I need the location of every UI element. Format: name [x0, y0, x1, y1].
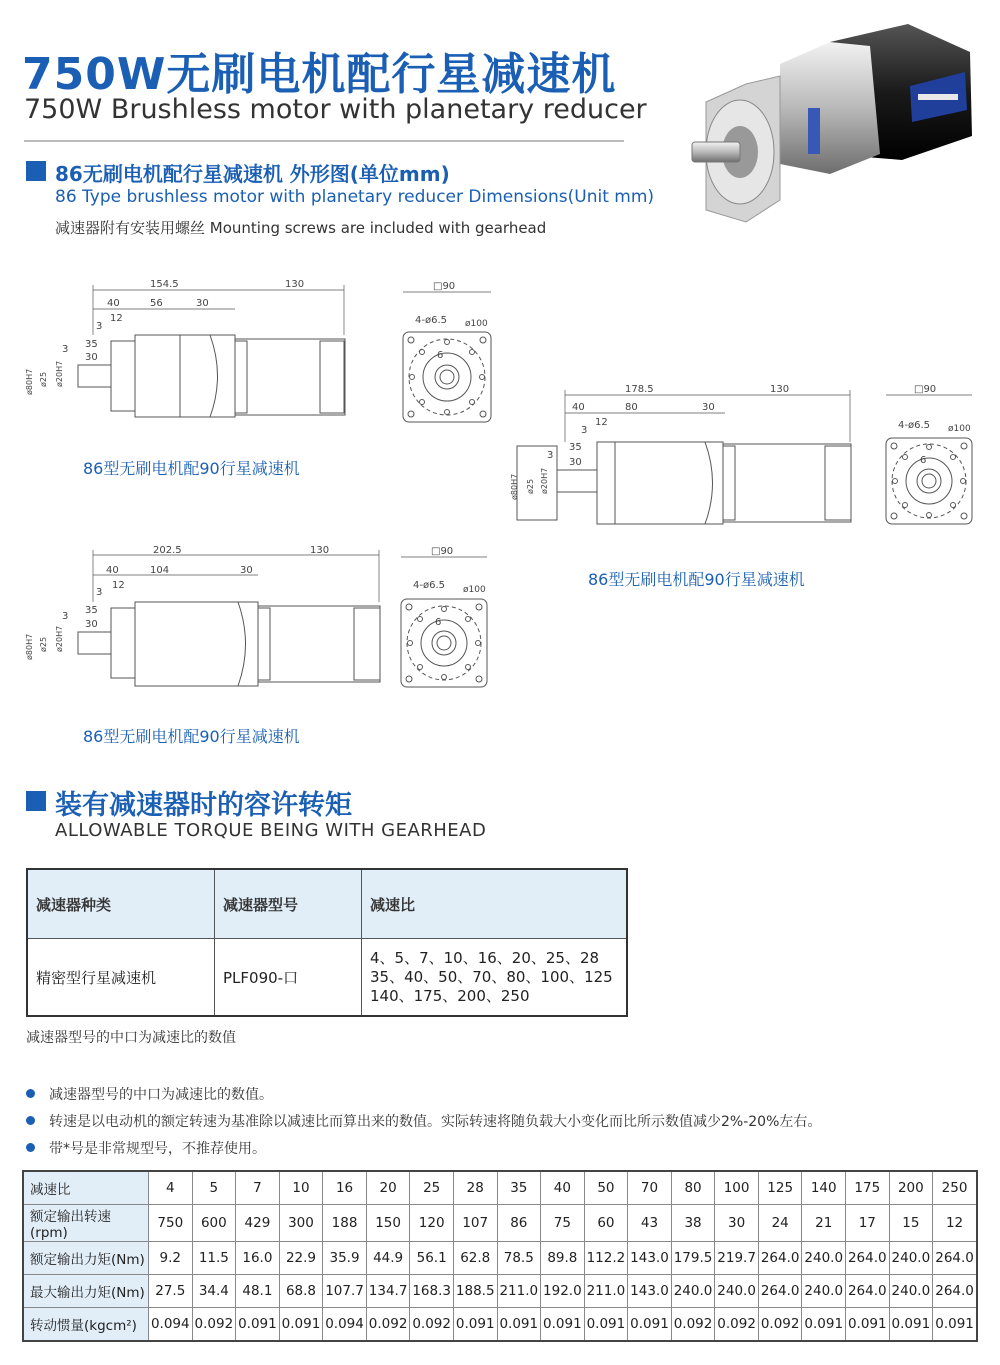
table-cell: 56.1	[410, 1242, 454, 1275]
dim-phi80: ø80H7	[25, 633, 34, 660]
table-cell: 80	[671, 1171, 715, 1205]
dim-12: 12	[110, 313, 123, 324]
table-cell: 62.8	[453, 1242, 497, 1275]
table-cell: 240.0	[802, 1242, 846, 1275]
table-cell: 200	[889, 1171, 933, 1205]
dim-phi25: ø25	[39, 371, 48, 387]
page-title: 750W无刷电机配行星减速机	[22, 49, 617, 100]
table-cell: 35	[497, 1171, 541, 1205]
dim-3a: 3	[96, 587, 103, 598]
dim-40: 40	[106, 565, 119, 576]
table-cell: 211.0	[584, 1275, 628, 1308]
dim-phi25: ø25	[526, 478, 535, 494]
table-cell: 9.2	[149, 1242, 193, 1275]
table-row	[23, 1275, 977, 1308]
list-item	[26, 1134, 821, 1161]
table-cell: 264.0	[933, 1242, 977, 1275]
bullet-dot-icon	[26, 1089, 35, 1098]
dim-3a: 3	[581, 425, 588, 436]
list-item	[26, 1107, 821, 1134]
table-cell: 0.091	[497, 1308, 541, 1342]
dim-30b: 30	[85, 352, 98, 363]
table-cell: 40	[541, 1171, 585, 1205]
bullet-text: 减速器型号的中口为减速比的数值。	[49, 1086, 273, 1103]
table-cell: 264.0	[846, 1275, 890, 1308]
dim-3b: 3	[62, 611, 69, 622]
table-cell: 0.092	[192, 1308, 236, 1342]
table-cell: 4	[149, 1171, 193, 1205]
table-header-row	[27, 869, 627, 939]
dim-30: 30	[702, 402, 715, 413]
table-cell: 60	[584, 1205, 628, 1242]
table-cell: 264.0	[933, 1275, 977, 1308]
table-cell: 264.0	[758, 1275, 802, 1308]
table-cell: 143.0	[628, 1242, 672, 1275]
dim-30: 30	[240, 565, 253, 576]
dim-35: 35	[569, 442, 582, 453]
table-cell: 250	[933, 1171, 977, 1205]
table-cell: 89.8	[541, 1242, 585, 1275]
table-row	[23, 1242, 977, 1275]
table-cell: 16	[323, 1171, 367, 1205]
table-cell: 219.7	[715, 1242, 759, 1275]
front-holes-dim: 4-ø6.5	[415, 315, 447, 326]
table-cell: 0.092	[366, 1308, 410, 1342]
section-marker	[26, 791, 46, 811]
front-pcd-dim: ø100	[948, 424, 971, 434]
front-square-dim: □90	[914, 384, 937, 395]
dim-3b: 3	[62, 344, 69, 355]
table-cell: 17	[846, 1205, 890, 1242]
dim-30b: 30	[85, 619, 98, 630]
drawing-3-side-view	[20, 542, 385, 692]
dim-56: 56	[150, 298, 163, 309]
gear-type-cell: 精密型行星减速机	[27, 939, 215, 1017]
table-cell: 11.5	[192, 1242, 236, 1275]
table-cell: 188	[323, 1205, 367, 1242]
table-cell: 16.0	[236, 1242, 280, 1275]
table-row	[27, 939, 627, 1017]
table-cell: 75	[541, 1205, 585, 1242]
drawing-2-front-view	[880, 383, 985, 533]
dim-40: 40	[107, 298, 120, 309]
table-cell: 179.5	[671, 1242, 715, 1275]
table-cell: 0.091	[541, 1308, 585, 1342]
dim-total: 154.5	[150, 279, 179, 290]
table-cell: 70	[628, 1171, 672, 1205]
table-row	[23, 1205, 977, 1242]
drawing-2-side-view	[505, 382, 855, 527]
dim-12: 12	[112, 580, 125, 591]
header-cell: 减速比	[362, 869, 628, 939]
ratio-cell	[362, 939, 628, 1017]
table-row	[23, 1171, 977, 1205]
drawing-1-caption: 86型无刷电机配90行星减速机	[83, 459, 300, 478]
front-key-dim: 6	[920, 455, 927, 466]
table-cell: 240.0	[802, 1275, 846, 1308]
table-cell: 44.9	[366, 1242, 410, 1275]
front-key-dim: 6	[437, 350, 444, 361]
dim-35: 35	[85, 605, 98, 616]
table-cell: 125	[758, 1171, 802, 1205]
table-cell: 0.091	[933, 1308, 977, 1342]
dim-104: 104	[150, 565, 170, 576]
table-cell: 0.091	[279, 1308, 323, 1342]
table-cell: 188.5	[453, 1275, 497, 1308]
table-cell: 34.4	[192, 1275, 236, 1308]
table-cell: 22.9	[279, 1242, 323, 1275]
dim-phi20: ø20H7	[55, 360, 64, 387]
table-cell: 38	[671, 1205, 715, 1242]
table-cell: 134.7	[366, 1275, 410, 1308]
row-label: 减速比	[23, 1171, 149, 1205]
table-cell: 120	[410, 1205, 454, 1242]
table-cell: 48.1	[236, 1275, 280, 1308]
product-photo	[680, 14, 980, 234]
table-cell: 150	[366, 1205, 410, 1242]
table-cell: 600	[192, 1205, 236, 1242]
dim-motor: 130	[770, 384, 790, 395]
table-cell: 0.094	[323, 1308, 367, 1342]
dim-motor: 130	[285, 279, 305, 290]
table-cell: 24	[758, 1205, 802, 1242]
drawing-3-front-view	[395, 545, 495, 695]
dim-80: 80	[625, 402, 638, 413]
table-cell: 107.7	[323, 1275, 367, 1308]
front-holes-dim: 4-ø6.5	[898, 420, 930, 431]
section1-title: 86无刷电机配行星减速机 外形图(单位mm)	[55, 162, 450, 186]
table-cell: 429	[236, 1205, 280, 1242]
table-cell: 10	[279, 1171, 323, 1205]
table-note: 减速器型号的中口为减速比的数值	[26, 1030, 236, 1046]
dim-phi80: ø80H7	[25, 368, 34, 395]
dim-35: 35	[85, 339, 98, 350]
table-cell: 240.0	[715, 1275, 759, 1308]
front-holes-dim: 4-ø6.5	[413, 580, 445, 591]
table-cell: 7	[236, 1171, 280, 1205]
dim-30: 30	[196, 298, 209, 309]
table-cell: 240.0	[889, 1275, 933, 1308]
table-cell: 43	[628, 1205, 672, 1242]
dim-phi20: ø20H7	[540, 467, 549, 494]
header-cell: 减速器种类	[27, 869, 215, 939]
bullet-text: 转速是以电动机的额定转速为基准除以减速比而算出来的数值。实际转速将随负载大小变化而比所示数值减少2%-20%左右。	[49, 1113, 822, 1130]
table-cell: 5	[192, 1171, 236, 1205]
table-cell: 107	[453, 1205, 497, 1242]
bullet-dot-icon	[26, 1143, 35, 1152]
table-row	[23, 1308, 977, 1342]
title-underline	[24, 140, 624, 142]
section2-subtitle: ALLOWABLE TORQUE BEING WITH GEARHEAD	[55, 820, 487, 841]
front-pcd-dim: ø100	[465, 319, 488, 329]
table-cell: 0.092	[715, 1308, 759, 1342]
gearhead-table	[26, 868, 628, 1017]
header-cell: 减速器型号	[215, 869, 362, 939]
table-cell: 0.092	[671, 1308, 715, 1342]
table-cell: 50	[584, 1171, 628, 1205]
dim-3a: 3	[96, 321, 103, 332]
bullet-list	[26, 1080, 821, 1161]
table-cell: 264.0	[846, 1242, 890, 1275]
dim-total: 178.5	[625, 384, 654, 395]
table-cell: 240.0	[889, 1242, 933, 1275]
table-cell: 27.5	[149, 1275, 193, 1308]
table-cell: 143.0	[628, 1275, 672, 1308]
ratio-line: 140、175、200、250	[370, 986, 530, 1005]
dim-3b: 3	[547, 450, 554, 461]
table-cell: 0.091	[453, 1308, 497, 1342]
page-subtitle: 750W Brushless motor with planetary reducer	[24, 94, 647, 125]
front-square-dim: □90	[431, 546, 454, 557]
bullet-dot-icon	[26, 1116, 35, 1125]
table-cell: 0.091	[584, 1308, 628, 1342]
section1-subtitle: 86 Type brushless motor with planetary reducer Dimensions(Unit mm)	[55, 187, 655, 207]
table-cell: 0.091	[802, 1308, 846, 1342]
table-cell: 0.091	[846, 1308, 890, 1342]
table-cell: 192.0	[541, 1275, 585, 1308]
table-cell: 240.0	[671, 1275, 715, 1308]
dim-12: 12	[595, 417, 608, 428]
dim-phi20: ø20H7	[55, 625, 64, 652]
row-label: 转动惯量(kgcm²)	[23, 1308, 149, 1342]
dim-motor: 130	[310, 545, 330, 556]
front-square-dim: □90	[433, 281, 456, 292]
table-cell: 21	[802, 1205, 846, 1242]
table-cell: 300	[279, 1205, 323, 1242]
table-cell: 20	[366, 1171, 410, 1205]
table-cell: 0.094	[149, 1308, 193, 1342]
table-cell: 211.0	[497, 1275, 541, 1308]
table-cell: 168.3	[410, 1275, 454, 1308]
gear-model-cell: PLF090-口	[215, 939, 362, 1017]
table-cell: 0.091	[628, 1308, 672, 1342]
front-key-dim: 6	[435, 617, 442, 628]
bullet-text: 带*号是非常规型号，不推荐使用。	[49, 1140, 266, 1157]
table-cell: 68.8	[279, 1275, 323, 1308]
table-cell: 86	[497, 1205, 541, 1242]
list-item	[26, 1080, 821, 1107]
drawing-3-caption: 86型无刷电机配90行星减速机	[83, 727, 300, 746]
row-label: 最大输出力矩(Nm)	[23, 1275, 149, 1308]
table-cell: 175	[846, 1171, 890, 1205]
table-cell: 100	[715, 1171, 759, 1205]
dim-phi80: ø80H7	[510, 473, 519, 500]
front-pcd-dim: ø100	[463, 585, 486, 595]
dim-40: 40	[572, 402, 585, 413]
ratio-line: 4、5、7、10、16、20、25、28	[370, 948, 600, 967]
table-cell: 750	[149, 1205, 193, 1242]
table-cell: 0.091	[236, 1308, 280, 1342]
dim-phi25: ø25	[39, 636, 48, 652]
table-cell: 264.0	[758, 1242, 802, 1275]
table-cell: 78.5	[497, 1242, 541, 1275]
ratio-line: 35、40、50、70、80、100、125	[370, 967, 613, 986]
table-cell: 0.092	[410, 1308, 454, 1342]
table-cell: 28	[453, 1171, 497, 1205]
table-cell: 0.091	[889, 1308, 933, 1342]
spec-table	[22, 1170, 978, 1342]
row-label: 额定输出转速(rpm)	[23, 1205, 149, 1242]
table-cell: 30	[715, 1205, 759, 1242]
dim-30b: 30	[569, 457, 582, 468]
table-cell: 35.9	[323, 1242, 367, 1275]
section-marker	[26, 161, 46, 181]
table-cell: 15	[889, 1205, 933, 1242]
section2-title: 装有减速器时的容许转矩	[55, 790, 352, 821]
table-cell: 0.092	[758, 1308, 802, 1342]
table-cell: 25	[410, 1171, 454, 1205]
dim-total: 202.5	[153, 545, 182, 556]
mounting-note: 减速器附有安装用螺丝 Mounting screws are included with gearhead	[55, 219, 547, 237]
table-cell: 140	[802, 1171, 846, 1205]
row-label: 额定输出力矩(Nm)	[23, 1242, 149, 1275]
drawing-2-caption: 86型无刷电机配90行星减速机	[588, 570, 805, 589]
table-cell: 12	[933, 1205, 977, 1242]
drawing-1-front-view	[395, 280, 505, 440]
table-cell: 112.2	[584, 1242, 628, 1275]
drawing-1-side-view	[20, 275, 350, 435]
